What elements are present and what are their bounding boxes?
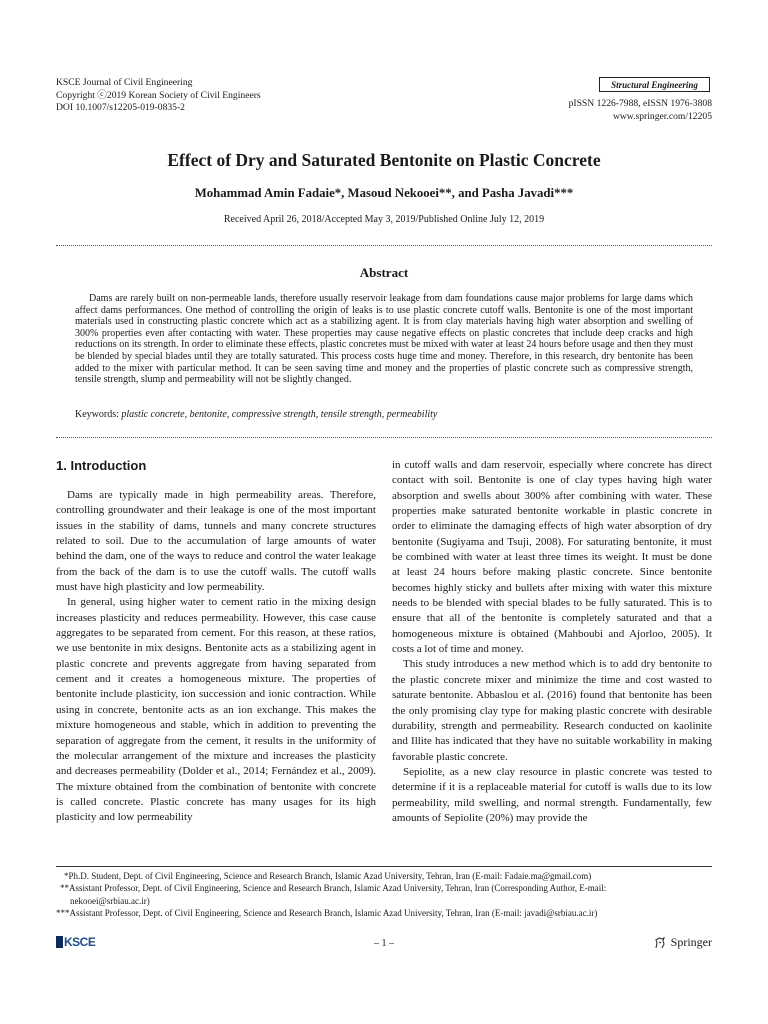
footnote-author-1: *Ph.D. Student, Dept. of Civil Engineering, Science and Research Branch, Islamic Azad University, Tehran, Iran (E-mail: Fadaie.ma@gmail.com) [64, 871, 592, 881]
springer-logo [653, 935, 712, 950]
body-column-right [392, 458, 712, 854]
paper-dates: Received April 26, 2018/Accepted May 3, 2019/Published Online July 12, 2019 [223, 214, 545, 225]
ksce-logo-mark [56, 936, 63, 948]
section-badge: Structural Engineering [599, 77, 710, 92]
copyright-line: Copyright ⓒ2019 Korean Society of Civil Engineers [56, 89, 261, 101]
journal-header [56, 77, 261, 115]
paragraph: In general, using higher water to cement ratio in the mixing design increases plasticity and reduces permeability. However, this case cause aggregates to be separated from cement. For this reason, at these ratios, we use bentonite in mix designs. Bentonite acts as a stabilizing agent in plastic concrete and prevents aggregate from having separated from cement and it creates a homogeneous mixture. The properties of bentonite include plasticity, ion succession and ionic contraction. While using in concrete, bentonite acts as an ion exchange. This makes the mixture homogeneous and stable, which in addition to preventing the separation of aggregate from the cement, it results in the uniformity of the molecular arrangement of the mixture and increases the plasticity and decreases permeability (Dolder et al., 2014; Fernández et al., 2009). The mixture obtained from the combination of bentonite with concrete is called concrete. Plastic concrete has many usages for its high plasticity and low permeability [56, 596, 376, 824]
journal-url[interactable]: www.springer.com/12205 [612, 110, 712, 122]
divider-bottom [56, 437, 712, 438]
springer-wordmark: Springer [670, 935, 712, 949]
footnotes [56, 870, 712, 920]
ksce-logo-text: KSCE [64, 935, 96, 949]
paragraph: This study introduces a new method which is to add dry bentonite to the plastic concrete mixer and minimize the time and cost wasted to saturate bentonite. Abbaslou et al. (2016) found that bentonite has been the only promising clay type for making plastic concrete with desirable durability, strength and permeability. Research conducted on kaolinite and Illite has indicated that they have no suitable workability in making favorable plastic concrete. [392, 658, 712, 763]
paragraph: in cutoff walls and dam reservoir, especially where concrete has direct contact with soil. Bentonite is one of clay types having high water absorption and swells about 300% after combining with water. These properties make saturated bentonite workable in plastic concrete in order to eliminate the damaging effects of high water absorption of dry bentonite (Sugiyama and Tsuji, 2008). For saturating bentonite, it must be combined with water at least three times its weight. It must be done at least 24 hours before making plastic concrete. Since bentonite becomes highly sticky and bullets after mixing with water this mixture needs to be blended with special blades to be fully saturated. This is to ensure that all of the bentonite is completely saturated and that a homogeneous mixture is obtained (Mahboubi and Ajorloo, 2005). It costs a lot of time and money. [392, 459, 712, 656]
footnote-rule [56, 866, 712, 867]
abstract-text: Dams are rarely built on non-permeable lands, therefore usually reservoir leakage from dam foundations cause major problems for large dams which affect dams performances. One method of controlling the origin of leaks is to use plastic concrete cutoff walls. Bentonite is one of the most important materials used in constructing plastic concrete which act as a stabilizing agent. It is from clay materials having high water absorption and swelling of 300% properties even after contacting with water. These properties may cause negative effects on plastic concretes that include deep cracks and high reductions on its strength. In order to eliminate these effects, plastic concretes must be mixed with water at least 24 hours before usage and then they must be blended by special blades until they are totally saturated. This process costs huge time and money. Therefore, in this research, dry bentonite has been added to the mixer with particular method. It can be seen saving time and money and the properties of plastic concrete such as compressive strength, tensile strength, slump and permeability will not be slightly changed. [75, 293, 693, 386]
footnote-author-2: **Assistant Professor, Dept. of Civil Engineering, Science and Research Branch, Islamic Azad University, Tehran, Iran (Corresponding Author, E-mail: [60, 883, 607, 894]
abstract-heading: Abstract [359, 265, 409, 280]
springer-horse-icon [653, 936, 667, 950]
keywords-line [75, 409, 693, 420]
paper-title: Effect of Dry and Saturated Bentonite on Plastic Concrete [167, 150, 601, 170]
ksce-logo [56, 935, 95, 949]
body-column-left [56, 488, 376, 854]
footnote-author-2-cont: nekooei@srbiau.ac.ir) [70, 895, 150, 906]
keywords-list: plastic concrete, bentonite, compressive strength, tensile strength, permeability [121, 409, 438, 420]
keywords-label: Keywords: [75, 409, 119, 420]
footnote-author-3: ***Assistant Professor, Dept. of Civil Engineering, Science and Research Branch, Islamic Azad University, Tehran, Iran (E-mail: javadi@srbiau.ac.ir) [56, 908, 598, 919]
page-number: – 1 – [374, 938, 394, 949]
paragraph: Dams are typically made in high permeability areas. Therefore, controlling groundwater and their leakage is one of the most important issues in the stability of dams, tunnels and many concrete structures related to soil. Due to the accumulation of large amounts of water behind the dam, one of the ways to reduce and control the water leakage from the back of the dam is to use the cutoff walls. The cutoff walls must have high plasticity and low permeability. [56, 489, 376, 594]
divider-top [56, 245, 712, 246]
issn-block [569, 98, 712, 123]
journal-name: KSCE Journal of Civil Engineering [56, 77, 193, 88]
section-heading-introduction: 1. Introduction [56, 458, 147, 473]
paragraph: Sepiolite, as a new clay resource in plastic concrete was tested to determine if it is a replaceable material for cutoff is walls due to its low permeability, mild swelling, and normal strength. Fundamentally, few amounts of Sepiolite (20%) may provide the [392, 765, 712, 824]
issn-line: pISSN 1226-7988, eISSN 1976-3808 [568, 98, 712, 109]
doi-line: DOI 10.1007/s12205-019-0835-2 [56, 102, 185, 114]
paper-authors: Mohammad Amin Fadaie*, Masoud Nekooei**, and Pasha Javadi*** [194, 186, 574, 200]
